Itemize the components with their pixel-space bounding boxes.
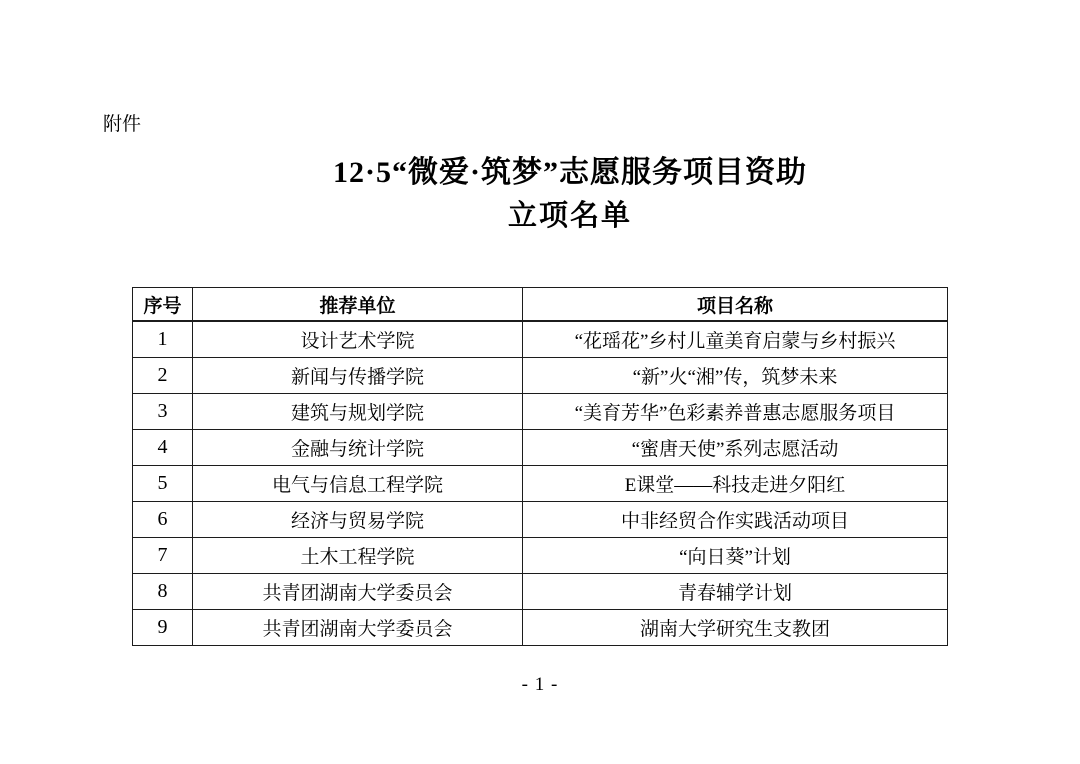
- table-row: [133, 466, 948, 502]
- table-row: [133, 394, 948, 430]
- page-number: - 1 -: [521, 674, 559, 695]
- project-cell: 青春辅学计划: [523, 574, 948, 610]
- table-row: [133, 321, 948, 358]
- table-row: [133, 574, 948, 610]
- unit-cell: 建筑与规划学院: [193, 394, 523, 430]
- table-row: [133, 610, 948, 646]
- row-number-cell: 5: [133, 466, 193, 502]
- project-cell: 中非经贸合作实践活动项目: [523, 502, 948, 538]
- project-cell: “蜜唐天使”系列志愿活动: [523, 430, 948, 466]
- unit-cell: 土木工程学院: [193, 538, 523, 574]
- row-number-cell: 2: [133, 358, 193, 394]
- unit-cell: 共青团湖南大学委员会: [193, 574, 523, 610]
- project-cell: “向日葵”计划: [523, 538, 948, 574]
- attachment-label: 附件: [103, 114, 142, 135]
- row-number-cell: 1: [133, 321, 193, 358]
- project-cell: E课堂——科技走进夕阳红: [523, 466, 948, 502]
- project-cell: “花瑶花”乡村儿童美育启蒙与乡村振兴: [523, 321, 948, 358]
- table-row: [133, 538, 948, 574]
- document-title-line1: 12·5“微爱·筑梦”志愿服务项目资助: [332, 156, 807, 189]
- row-number-cell: 8: [133, 574, 193, 610]
- table-row: [133, 430, 948, 466]
- unit-cell: 金融与统计学院: [193, 430, 523, 466]
- unit-cell: 共青团湖南大学委员会: [193, 610, 523, 646]
- header-no: 序号: [133, 288, 193, 322]
- row-number-cell: 3: [133, 394, 193, 430]
- row-number-cell: 7: [133, 538, 193, 574]
- header-project: 项目名称: [523, 288, 948, 322]
- document-title: [0, 155, 1080, 233]
- project-cell: “美育芳华”色彩素养普惠志愿服务项目: [523, 394, 948, 430]
- table-row: [133, 358, 948, 394]
- row-number-cell: 4: [133, 430, 193, 466]
- table-row: [133, 502, 948, 538]
- unit-cell: 经济与贸易学院: [193, 502, 523, 538]
- unit-cell: 新闻与传播学院: [193, 358, 523, 394]
- header-unit: 推荐单位: [193, 288, 523, 322]
- row-number-cell: 6: [133, 502, 193, 538]
- table-header-row: [133, 288, 948, 322]
- row-number-cell: 9: [133, 610, 193, 646]
- project-cell: 湖南大学研究生支教团: [523, 610, 948, 646]
- projects-table: [132, 287, 948, 646]
- document-title-line2: 立项名单: [507, 200, 632, 232]
- unit-cell: 设计艺术学院: [193, 321, 523, 358]
- unit-cell: 电气与信息工程学院: [193, 466, 523, 502]
- project-cell: “新”火“湘”传，筑梦未来: [523, 358, 948, 394]
